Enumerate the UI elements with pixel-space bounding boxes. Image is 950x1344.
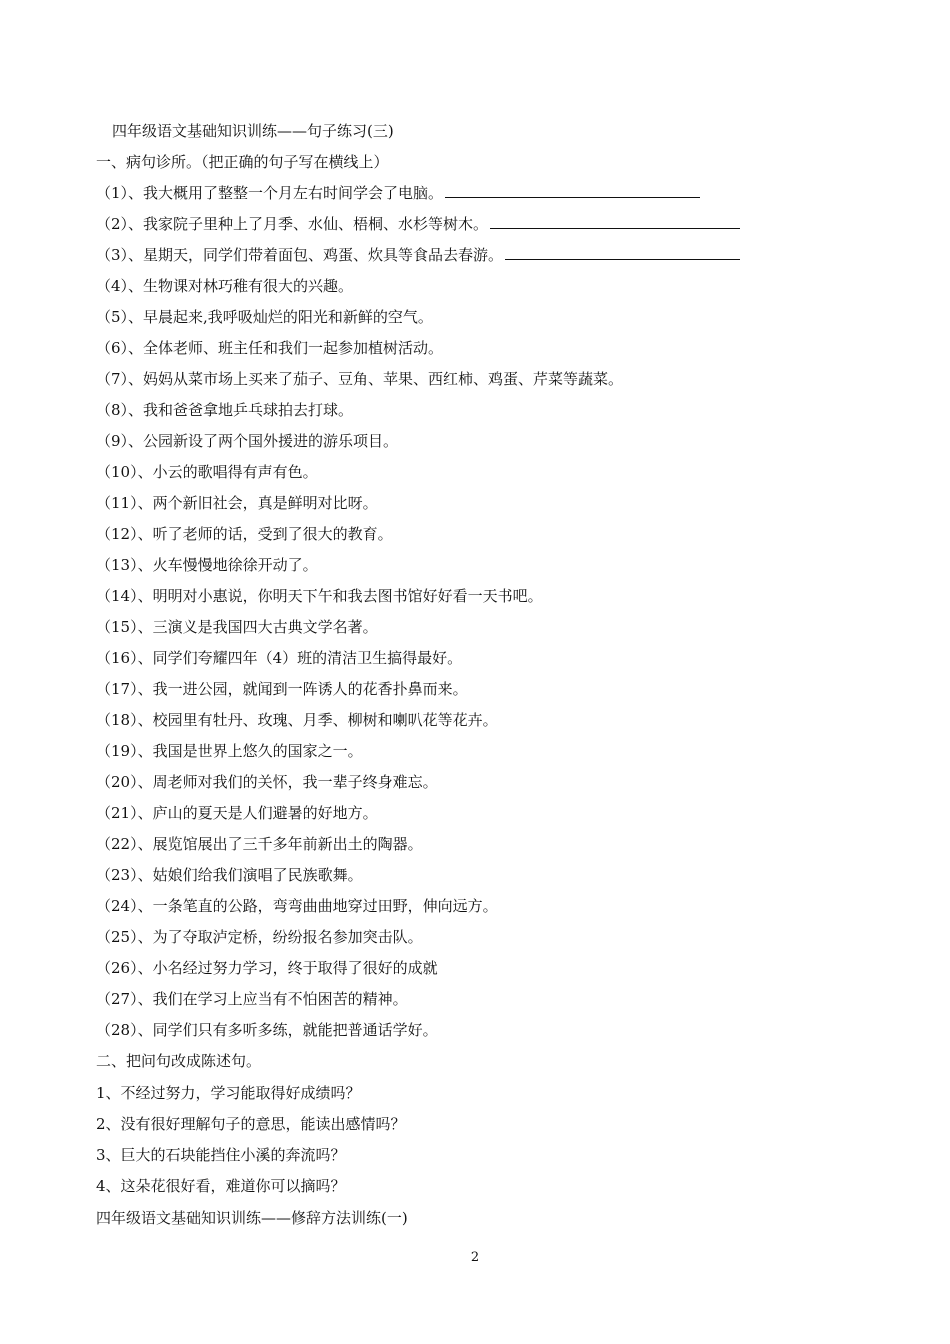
- exercise-item-7: （7）、妈妈从菜市场上买来了茄子、豆角、苹果、西红柿、鸡蛋、芹菜等蔬菜。: [96, 370, 624, 388]
- question-item-4: 4、这朵花很好看，难道你可以摘吗？: [96, 1177, 346, 1195]
- exercise-item-18: （18）、校园里有牡丹、玫瑰、月季、柳树和喇叭花等花卉。: [96, 711, 498, 729]
- exercise-item-21: （21）、庐山的夏天是人们避暑的好地方。: [96, 804, 378, 822]
- exercise-item-5: （5）、早晨起来,我呼吸灿烂的阳光和新鲜的空气。: [96, 308, 433, 326]
- exercise-item-23: （23）、姑娘们给我们演唱了民族歌舞。: [96, 866, 363, 884]
- exercise-item-10: （10）、小云的歌唱得有声有色。: [96, 463, 318, 481]
- exercise-item-13: （13）、火车慢慢地徐徐开动了。: [96, 556, 318, 574]
- exercise-item-15: （15）、三演义是我国四大古典文学名著。: [96, 618, 378, 636]
- exercise-text: （3）、星期天，同学们带着面包、鸡蛋、炊具等食品去春游。: [96, 246, 504, 264]
- exercise-item-9: （9）、公园新设了两个国外援进的游乐项目。: [96, 432, 399, 450]
- exercise-item-17: （17）、我一进公园，就闻到一阵诱人的花香扑鼻而来。: [96, 680, 468, 698]
- exercise-text: （1）、我大概用了整整一个月左右时间学会了电脑。: [96, 184, 444, 202]
- exercise-item-22: （22）、展览馆展出了三千多年前新出土的陶器。: [96, 835, 423, 853]
- exercise-item-14: （14）、明明对小惠说，你明天下午和我去图书馆好好看一天书吧。: [96, 587, 543, 605]
- answer-blank[interactable]: [445, 183, 700, 198]
- exercise-text: （2）、我家院子里种上了月季、水仙、梧桐、水杉等树木。: [96, 215, 489, 233]
- exercise-item-4: （4）、生物课对林巧稚有很大的兴趣。: [96, 277, 354, 295]
- exercise-item-25: （25）、为了夺取泸定桥，纷纷报名参加突击队。: [96, 928, 423, 946]
- question-item-1: 1、不经过努力，学习能取得好成绩吗？: [96, 1084, 361, 1102]
- document-title: 四年级语文基础知识训练——句子练习(三): [112, 122, 394, 140]
- exercise-item-26: （26）、小名经过努力学习，终于取得了很好的成就: [96, 959, 438, 977]
- exercise-item-1: [96, 183, 700, 203]
- exercise-item-8: （8）、我和爸爸拿地乒乓球拍去打球。: [96, 401, 354, 419]
- exercise-item-2: [96, 214, 740, 234]
- next-section-title: 四年级语文基础知识训练——修辞方法训练(一): [96, 1209, 408, 1227]
- exercise-item-27: （27）、我们在学习上应当有不怕困苦的精神。: [96, 990, 408, 1008]
- exercise-item-20: （20）、周老师对我们的关怀，我一辈子终身难忘。: [96, 773, 438, 791]
- exercise-item-16: （16）、同学们夸耀四年（4）班的清洁卫生搞得最好。: [96, 649, 463, 667]
- section1-heading: 一、病句诊所。（把正确的句子写在横线上）: [96, 153, 389, 171]
- exercise-item-24: （24）、一条笔直的公路，弯弯曲曲地穿过田野，伸向远方。: [96, 897, 498, 915]
- answer-blank[interactable]: [490, 214, 740, 229]
- exercise-item-11: （11）、两个新旧社会，真是鲜明对比呀。: [96, 494, 378, 512]
- section2-heading: 二、把问句改成陈述句。: [96, 1052, 262, 1070]
- question-item-2: 2、没有很好理解句子的意思，能读出感情吗？: [96, 1115, 406, 1133]
- exercise-item-3: [96, 245, 740, 265]
- exercise-item-19: （19）、我国是世界上悠久的国家之一。: [96, 742, 363, 760]
- answer-blank[interactable]: [505, 245, 740, 260]
- page-number: 2: [470, 1250, 480, 1265]
- question-item-3: 3、巨大的石块能挡住小溪的奔流吗？: [96, 1146, 346, 1164]
- exercise-item-28: （28）、同学们只有多听多练，就能把普通话学好。: [96, 1021, 438, 1039]
- exercise-item-12: （12）、听了老师的话，受到了很大的教育。: [96, 525, 393, 543]
- exercise-item-6: （6）、全体老师、班主任和我们一起参加植树活动。: [96, 339, 444, 357]
